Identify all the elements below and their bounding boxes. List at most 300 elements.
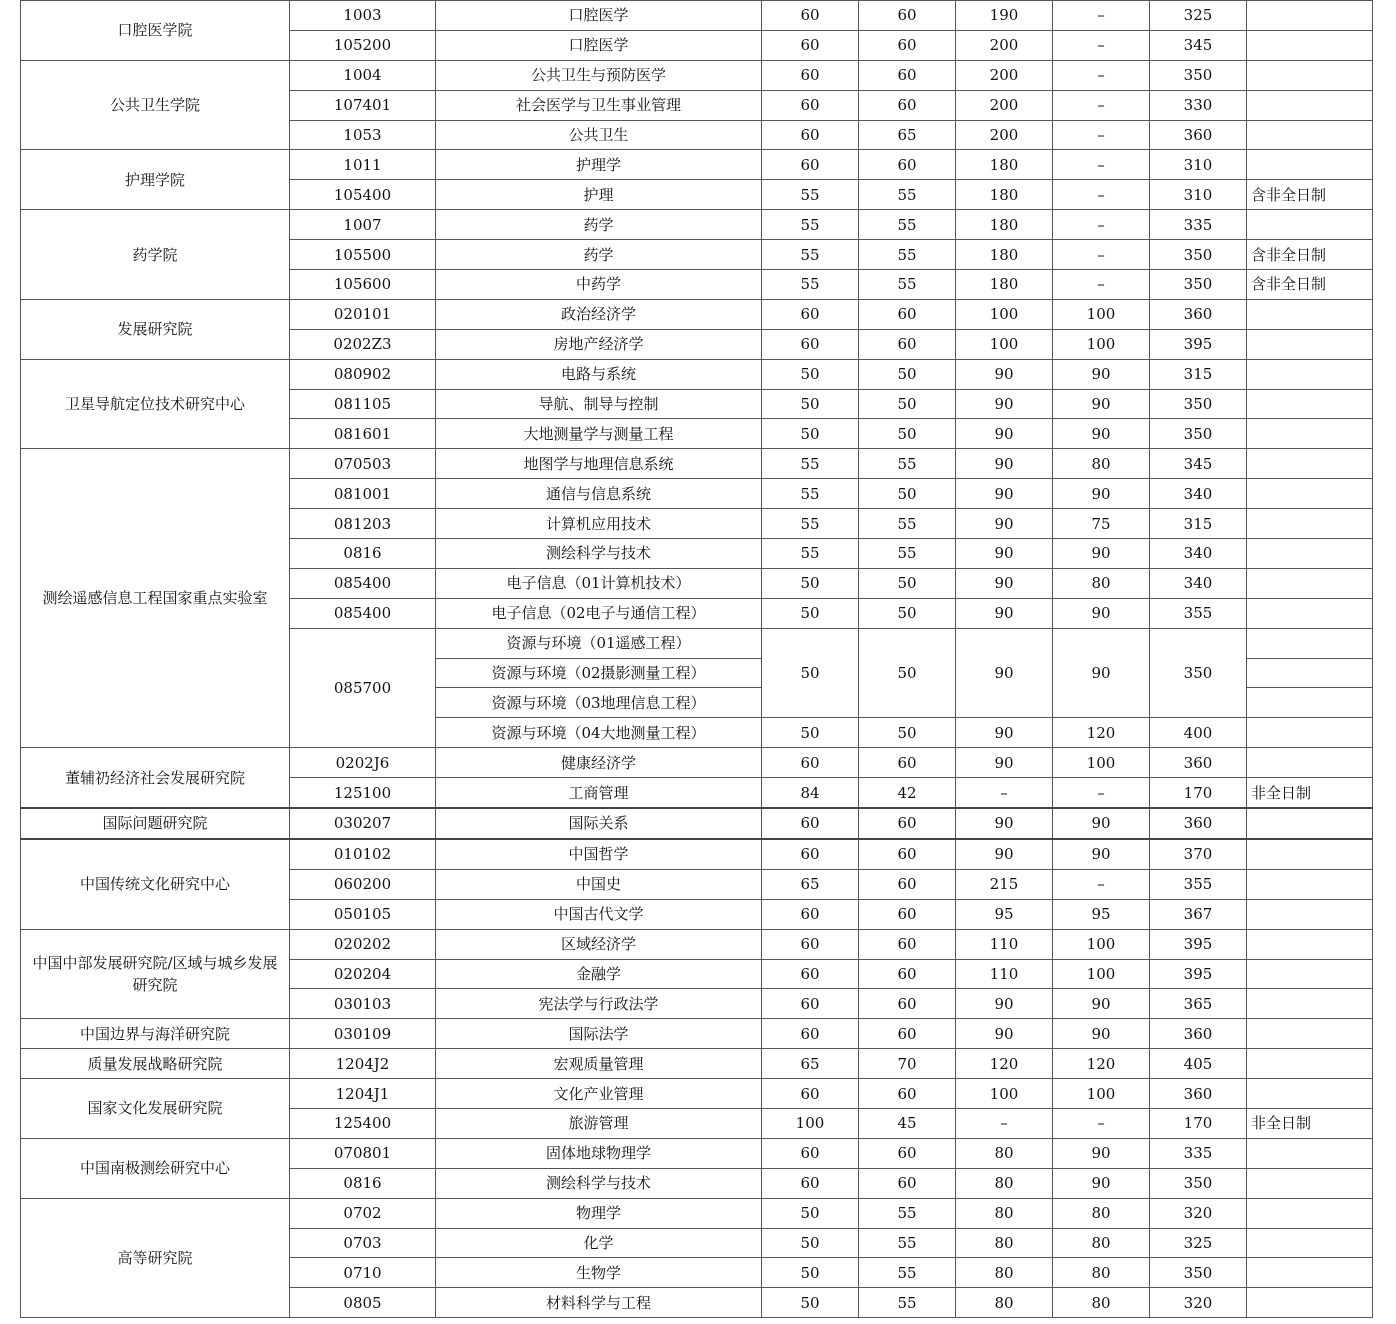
score-language: 55 <box>859 1198 956 1228</box>
table-body <box>21 1 1373 1318</box>
score-total: 395 <box>1150 959 1247 989</box>
table-row <box>21 449 1373 479</box>
score-total: 360 <box>1150 120 1247 150</box>
score-total: 310 <box>1150 150 1247 180</box>
note-cell <box>1247 449 1373 479</box>
score-subject-2: – <box>1053 1 1150 31</box>
major-code-cell: 070801 <box>290 1138 436 1168</box>
major-name-cell: 国际法学 <box>436 1019 762 1049</box>
college-cell: 药学院 <box>21 210 290 300</box>
note-cell <box>1247 748 1373 778</box>
score-politics: 50 <box>762 359 859 389</box>
major-code-cell: 081001 <box>290 479 436 509</box>
score-language: 42 <box>859 778 956 808</box>
major-name-cell: 资源与环境（04大地测量工程） <box>436 718 762 748</box>
score-total: 350 <box>1150 240 1247 270</box>
score-total: 360 <box>1150 1079 1247 1109</box>
major-code-cell: 0710 <box>290 1258 436 1288</box>
college-cell: 高等研究院 <box>21 1198 290 1318</box>
score-language: 50 <box>859 389 956 419</box>
major-code-cell: 1204J2 <box>290 1049 436 1079</box>
score-total: 365 <box>1150 989 1247 1019</box>
major-name-cell: 中药学 <box>436 270 762 300</box>
score-subject-2: 100 <box>1053 959 1150 989</box>
score-politics: 50 <box>762 1228 859 1258</box>
note-cell <box>1247 1168 1373 1198</box>
college-cell: 董辅礽经济社会发展研究院 <box>21 748 290 808</box>
college-cell: 中国南极测绘研究中心 <box>21 1138 290 1198</box>
score-language: 60 <box>859 60 956 90</box>
major-name-cell: 资源与环境（03地理信息工程） <box>436 688 762 718</box>
major-name-cell: 健康经济学 <box>436 748 762 778</box>
score-language: 60 <box>859 1168 956 1198</box>
score-subject-2: 90 <box>1053 359 1150 389</box>
note-cell <box>1247 929 1373 959</box>
score-subject-2: 120 <box>1053 718 1150 748</box>
score-politics: 60 <box>762 1 859 31</box>
score-subject-2: 80 <box>1053 1198 1150 1228</box>
major-name-cell: 社会医学与卫生事业管理 <box>436 90 762 120</box>
major-code-cell: 0816 <box>290 1168 436 1198</box>
table-row <box>21 1049 1373 1079</box>
major-code-cell: 010102 <box>290 839 436 869</box>
score-subject-1: 200 <box>956 60 1053 90</box>
score-politics: 55 <box>762 210 859 240</box>
note-cell <box>1247 1198 1373 1228</box>
college-cell: 中国边界与海洋研究院 <box>21 1019 290 1049</box>
score-subject-2: 90 <box>1053 419 1150 449</box>
major-code-cell: 080902 <box>290 359 436 389</box>
score-subject-1: 180 <box>956 150 1053 180</box>
score-total: 355 <box>1150 598 1247 628</box>
score-language: 55 <box>859 240 956 270</box>
note-cell <box>1247 30 1373 60</box>
score-politics: 55 <box>762 479 859 509</box>
major-name-cell: 生物学 <box>436 1258 762 1288</box>
major-code-cell: 085400 <box>290 598 436 628</box>
major-code-cell: 020101 <box>290 299 436 329</box>
score-language: 60 <box>859 989 956 1019</box>
major-code-cell: 105500 <box>290 240 436 270</box>
score-politics: 50 <box>762 1258 859 1288</box>
major-name-cell: 测绘科学与技术 <box>436 539 762 569</box>
score-language: 50 <box>859 718 956 748</box>
college-cell: 中国传统文化研究中心 <box>21 839 290 929</box>
score-subject-1: 90 <box>956 598 1053 628</box>
major-name-cell: 物理学 <box>436 1198 762 1228</box>
score-politics: 50 <box>762 718 859 748</box>
major-code-cell: 0202J6 <box>290 748 436 778</box>
score-total: 400 <box>1150 718 1247 748</box>
score-total: 355 <box>1150 869 1247 899</box>
score-politics: 55 <box>762 539 859 569</box>
major-name-cell: 金融学 <box>436 959 762 989</box>
score-politics: 84 <box>762 778 859 808</box>
score-language: 55 <box>859 1228 956 1258</box>
score-politics: 100 <box>762 1108 859 1138</box>
major-code-cell: 030103 <box>290 989 436 1019</box>
score-politics: 50 <box>762 628 859 718</box>
major-code-cell: 125100 <box>290 778 436 808</box>
score-language: 60 <box>859 929 956 959</box>
major-name-cell: 药学 <box>436 210 762 240</box>
college-cell: 卫星导航定位技术研究中心 <box>21 359 290 449</box>
score-language: 60 <box>859 329 956 359</box>
score-subject-1: 215 <box>956 869 1053 899</box>
note-cell <box>1247 1258 1373 1288</box>
score-subject-2: – <box>1053 778 1150 808</box>
score-subject-1: 80 <box>956 1168 1053 1198</box>
major-code-cell: 0703 <box>290 1228 436 1258</box>
score-subject-2: 100 <box>1053 748 1150 778</box>
score-politics: 60 <box>762 1168 859 1198</box>
score-subject-2: 80 <box>1053 1258 1150 1288</box>
score-language: 65 <box>859 120 956 150</box>
major-name-cell: 文化产业管理 <box>436 1079 762 1109</box>
score-subject-2: – <box>1053 180 1150 210</box>
score-subject-2: 90 <box>1053 989 1150 1019</box>
score-language: 60 <box>859 1079 956 1109</box>
score-subject-2: – <box>1053 90 1150 120</box>
score-politics: 50 <box>762 1198 859 1228</box>
score-subject-2: – <box>1053 1108 1150 1138</box>
note-cell <box>1247 598 1373 628</box>
score-language: 60 <box>859 30 956 60</box>
score-politics: 55 <box>762 240 859 270</box>
major-code-cell: 1011 <box>290 150 436 180</box>
major-code-cell: 020204 <box>290 959 436 989</box>
score-subject-1: 80 <box>956 1258 1053 1288</box>
major-code-cell: 125400 <box>290 1108 436 1138</box>
score-language: 55 <box>859 270 956 300</box>
score-subject-1: 190 <box>956 1 1053 31</box>
score-total: 325 <box>1150 1228 1247 1258</box>
score-subject-1: 80 <box>956 1228 1053 1258</box>
major-code-cell: 1053 <box>290 120 436 150</box>
major-name-cell: 资源与环境（02摄影测量工程） <box>436 658 762 688</box>
score-politics: 60 <box>762 120 859 150</box>
note-cell: 非全日制 <box>1247 1108 1373 1138</box>
score-subject-1: 80 <box>956 1198 1053 1228</box>
score-subject-1: 180 <box>956 210 1053 240</box>
score-language: 50 <box>859 359 956 389</box>
major-code-cell: 081105 <box>290 389 436 419</box>
score-subject-2: 90 <box>1053 628 1150 718</box>
score-politics: 65 <box>762 869 859 899</box>
score-politics: 50 <box>762 568 859 598</box>
score-total: 350 <box>1150 1168 1247 1198</box>
note-cell <box>1247 959 1373 989</box>
score-politics: 50 <box>762 598 859 628</box>
score-language: 45 <box>859 1108 956 1138</box>
score-subject-2: – <box>1053 120 1150 150</box>
major-code-cell: 105400 <box>290 180 436 210</box>
major-code-cell: 1004 <box>290 60 436 90</box>
score-subject-1: 200 <box>956 90 1053 120</box>
score-total: 330 <box>1150 90 1247 120</box>
major-name-cell: 电子信息（01计算机技术） <box>436 568 762 598</box>
score-subject-1: 200 <box>956 30 1053 60</box>
note-cell <box>1247 299 1373 329</box>
score-subject-1: 100 <box>956 329 1053 359</box>
note-cell <box>1247 718 1373 748</box>
score-subject-2: 80 <box>1053 1288 1150 1318</box>
score-subject-2: 90 <box>1053 808 1150 839</box>
score-language: 55 <box>859 1288 956 1318</box>
score-subject-1: 90 <box>956 509 1053 539</box>
score-total: 340 <box>1150 568 1247 598</box>
score-subject-2: – <box>1053 869 1150 899</box>
table-row <box>21 929 1373 959</box>
score-subject-1: 90 <box>956 389 1053 419</box>
note-cell <box>1247 839 1373 869</box>
score-politics: 55 <box>762 180 859 210</box>
college-cell: 护理学院 <box>21 150 290 210</box>
score-subject-1: 200 <box>956 120 1053 150</box>
score-language: 60 <box>859 299 956 329</box>
score-language: 55 <box>859 180 956 210</box>
table-row <box>21 1079 1373 1109</box>
score-subject-2: 100 <box>1053 329 1150 359</box>
score-total: 360 <box>1150 1019 1247 1049</box>
score-language: 60 <box>859 808 956 839</box>
major-name-cell: 测绘科学与技术 <box>436 1168 762 1198</box>
score-subject-2: 90 <box>1053 839 1150 869</box>
score-total: 360 <box>1150 748 1247 778</box>
note-cell <box>1247 419 1373 449</box>
score-politics: 60 <box>762 1079 859 1109</box>
score-politics: 60 <box>762 839 859 869</box>
score-subject-2: 90 <box>1053 1168 1150 1198</box>
note-cell <box>1247 150 1373 180</box>
score-subject-1: 180 <box>956 240 1053 270</box>
major-name-cell: 导航、制导与控制 <box>436 389 762 419</box>
score-subject-2: 90 <box>1053 479 1150 509</box>
note-cell <box>1247 568 1373 598</box>
major-name-cell: 旅游管理 <box>436 1108 762 1138</box>
table-row <box>21 1019 1373 1049</box>
major-name-cell: 计算机应用技术 <box>436 509 762 539</box>
note-cell <box>1247 628 1373 658</box>
score-total: 320 <box>1150 1198 1247 1228</box>
college-cell: 发展研究院 <box>21 299 290 359</box>
score-total: 350 <box>1150 389 1247 419</box>
score-language: 60 <box>859 869 956 899</box>
score-language: 60 <box>859 1138 956 1168</box>
note-cell <box>1247 658 1373 688</box>
major-name-cell: 电子信息（02电子与通信工程） <box>436 598 762 628</box>
score-total: 350 <box>1150 270 1247 300</box>
college-cell: 质量发展战略研究院 <box>21 1049 290 1079</box>
score-total: 345 <box>1150 30 1247 60</box>
major-name-cell: 固体地球物理学 <box>436 1138 762 1168</box>
table-row <box>21 299 1373 329</box>
note-cell <box>1247 60 1373 90</box>
score-subject-1: 90 <box>956 808 1053 839</box>
score-total: 340 <box>1150 479 1247 509</box>
score-politics: 60 <box>762 899 859 929</box>
major-code-cell: 020202 <box>290 929 436 959</box>
note-cell <box>1247 359 1373 389</box>
score-subject-1: 90 <box>956 359 1053 389</box>
score-language: 60 <box>859 899 956 929</box>
note-cell: 含非全日制 <box>1247 270 1373 300</box>
table-row <box>21 150 1373 180</box>
score-subject-1: 110 <box>956 959 1053 989</box>
score-subject-1: 180 <box>956 270 1053 300</box>
major-name-cell: 大地测量学与测量工程 <box>436 419 762 449</box>
score-subject-1: 90 <box>956 449 1053 479</box>
score-politics: 50 <box>762 1288 859 1318</box>
score-subject-2: 100 <box>1053 1079 1150 1109</box>
score-total: 335 <box>1150 210 1247 240</box>
score-politics: 60 <box>762 30 859 60</box>
score-subject-2: 95 <box>1053 899 1150 929</box>
major-name-cell: 国际关系 <box>436 808 762 839</box>
note-cell <box>1247 1 1373 31</box>
note-cell <box>1247 688 1373 718</box>
major-code-cell: 060200 <box>290 869 436 899</box>
major-name-cell: 电路与系统 <box>436 359 762 389</box>
major-name-cell: 政治经济学 <box>436 299 762 329</box>
table-row <box>21 748 1373 778</box>
score-total: 315 <box>1150 359 1247 389</box>
score-total: 395 <box>1150 929 1247 959</box>
score-total: 350 <box>1150 419 1247 449</box>
score-politics: 60 <box>762 150 859 180</box>
score-total: 360 <box>1150 299 1247 329</box>
score-subject-2: 90 <box>1053 539 1150 569</box>
note-cell: 非全日制 <box>1247 778 1373 808</box>
score-line-table <box>20 0 1373 1318</box>
major-name-cell: 房地产经济学 <box>436 329 762 359</box>
major-code-cell: 070503 <box>290 449 436 479</box>
major-code-cell: 1003 <box>290 1 436 31</box>
score-subject-1: 120 <box>956 1049 1053 1079</box>
score-politics: 50 <box>762 419 859 449</box>
table-row <box>21 808 1373 839</box>
major-code-cell: 0202Z3 <box>290 329 436 359</box>
note-cell <box>1247 869 1373 899</box>
major-code-cell: 050105 <box>290 899 436 929</box>
note-cell: 含非全日制 <box>1247 240 1373 270</box>
score-subject-1: 90 <box>956 568 1053 598</box>
score-subject-2: 100 <box>1053 299 1150 329</box>
college-cell: 测绘遥感信息工程国家重点实验室 <box>21 449 290 748</box>
score-language: 55 <box>859 539 956 569</box>
score-language: 55 <box>859 210 956 240</box>
score-subject-2: – <box>1053 60 1150 90</box>
score-language: 70 <box>859 1049 956 1079</box>
score-subject-1: 90 <box>956 748 1053 778</box>
score-subject-2: 90 <box>1053 389 1150 419</box>
note-cell <box>1247 1019 1373 1049</box>
major-name-cell: 化学 <box>436 1228 762 1258</box>
score-politics: 60 <box>762 748 859 778</box>
score-language: 55 <box>859 449 956 479</box>
major-code-cell: 085700 <box>290 628 436 748</box>
major-code-cell: 1204J1 <box>290 1079 436 1109</box>
score-politics: 60 <box>762 989 859 1019</box>
major-name-cell: 材料科学与工程 <box>436 1288 762 1318</box>
score-subject-2: 90 <box>1053 1019 1150 1049</box>
major-code-cell: 081601 <box>290 419 436 449</box>
score-subject-1: 90 <box>956 419 1053 449</box>
score-subject-1: 95 <box>956 899 1053 929</box>
major-name-cell: 通信与信息系统 <box>436 479 762 509</box>
score-subject-1: 100 <box>956 299 1053 329</box>
score-total: 350 <box>1150 628 1247 718</box>
score-politics: 60 <box>762 929 859 959</box>
major-code-cell: 105600 <box>290 270 436 300</box>
score-politics: 50 <box>762 389 859 419</box>
score-subject-2: 120 <box>1053 1049 1150 1079</box>
major-code-cell: 030207 <box>290 808 436 839</box>
score-language: 60 <box>859 1019 956 1049</box>
score-subject-1: 90 <box>956 539 1053 569</box>
score-subject-2: 80 <box>1053 568 1150 598</box>
score-total: 320 <box>1150 1288 1247 1318</box>
score-language: 60 <box>859 839 956 869</box>
note-cell <box>1247 90 1373 120</box>
college-cell: 口腔医学院 <box>21 1 290 61</box>
major-code-cell: 0805 <box>290 1288 436 1318</box>
note-cell <box>1247 808 1373 839</box>
college-cell: 中国中部发展研究院/区域与城乡发展研究院 <box>21 929 290 1019</box>
score-politics: 60 <box>762 1019 859 1049</box>
score-subject-1: 90 <box>956 479 1053 509</box>
score-language: 60 <box>859 959 956 989</box>
score-total: 370 <box>1150 839 1247 869</box>
score-subject-2: 90 <box>1053 598 1150 628</box>
score-subject-1: 100 <box>956 1079 1053 1109</box>
major-name-cell: 地图学与地理信息系统 <box>436 449 762 479</box>
table-row <box>21 210 1373 240</box>
score-total: 350 <box>1150 60 1247 90</box>
major-code-cell: 030109 <box>290 1019 436 1049</box>
table-row <box>21 1138 1373 1168</box>
score-subject-1: 90 <box>956 839 1053 869</box>
score-subject-2: – <box>1053 240 1150 270</box>
major-name-cell: 口腔医学 <box>436 30 762 60</box>
major-code-cell: 0702 <box>290 1198 436 1228</box>
score-language: 50 <box>859 598 956 628</box>
note-cell <box>1247 120 1373 150</box>
note-cell <box>1247 479 1373 509</box>
note-cell <box>1247 389 1373 419</box>
major-name-cell: 护理 <box>436 180 762 210</box>
table-row <box>21 1198 1373 1228</box>
score-language: 60 <box>859 90 956 120</box>
score-subject-1: 80 <box>956 1288 1053 1318</box>
score-subject-1: 90 <box>956 1019 1053 1049</box>
score-total: 350 <box>1150 1258 1247 1288</box>
score-total: 367 <box>1150 899 1247 929</box>
note-cell <box>1247 210 1373 240</box>
major-code-cell: 085400 <box>290 568 436 598</box>
note-cell <box>1247 329 1373 359</box>
note-cell <box>1247 1049 1373 1079</box>
score-subject-2: 75 <box>1053 509 1150 539</box>
major-name-cell: 中国史 <box>436 869 762 899</box>
score-subject-1: 90 <box>956 628 1053 718</box>
major-name-cell: 资源与环境（01遥感工程） <box>436 628 762 658</box>
table-row <box>21 359 1373 389</box>
score-language: 60 <box>859 748 956 778</box>
score-politics: 60 <box>762 959 859 989</box>
score-politics: 60 <box>762 90 859 120</box>
major-code-cell: 0816 <box>290 539 436 569</box>
